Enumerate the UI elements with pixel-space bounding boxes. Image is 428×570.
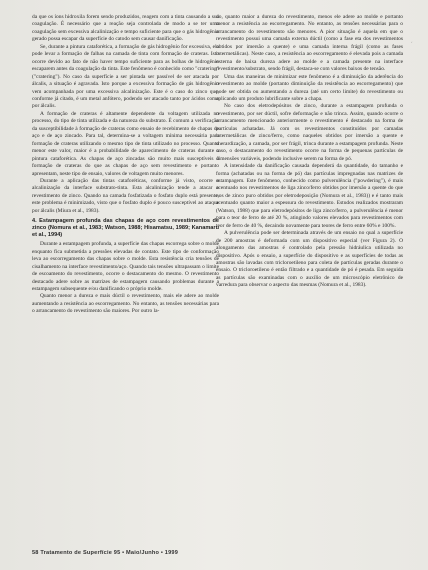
paragraph: Durante a aplicação das tintas cataforéticas, conforme já visto, ocorre a alcalinização da interface substrato-tinta. Esta alcalinização tende a atacar o revestimento de zinco. Quando na camada fosfatizada o fosfato duplo está presente, este problema é minimizado, visto que o fosfato duplo é pouco susceptível ao ataque por álcalis (Miura et al., 1983). (32, 177, 219, 214)
paragraph: A pulverulência pode ser determinada através de um ensaio no qual a superfície de 200 amostras é deformada com um dispositivo especial (ver Figura 2). O alongamento das amostras é controlado pela pressão hidráulica utilizada no dispositivo. Após o ensaio, a superfície do dispositivo e as superfícies de todas as amostras são lavadas com tricloroetileno para coleta de partículas geradas durante o ensaio. O tricloroetileno é então filtrado e a quantidade de pó é pesada. Em seguida as partículas são examinadas com o auxílio de um microscópio eletrônico de varredura para observar o aspecto das mesmas (Nomura et al., 1983). (216, 230, 403, 289)
paragraph: A intensidade da danificação causada dependerá da quantidade, do tamanho e forma (achatadas ou na forma de pó) das partículas impregnadas nas matrizes de estampagem. Este fenômeno, conhecido como pulverulência ("powdering"), é mais acentuado nos revestimentos de liga zinco/ferro obtidos por imersão a quente do que nos de zinco puro obtidos por eletrodeposição (Nomura et al., 1983)) e é tanto mais acentuado quanto maior a espessura do revestimento. Estudos realizados mostraram (Watson, 1988) que para eletrodepósitos de liga zinco/ferro, a pulverulência é menor para o teor de ferro de até 20 %, atingindo valores elevados para revestimentos com teor de ferro de 40 %, decaindo novamente para teores de ferro entre 60% e 100%. (216, 163, 403, 229)
paragraph: do, quanto maior a dureza do revestimento, menos ele adere ao molde e portanto menor a resistência ao escorregamento. No entanto, as tensões necessárias para o arrancamento do revestimento são menores. A pior situação é aquela em que o revestimento possui uma camada externa dúctil (como a fase eta dos revestimentos obtidos por imersão a quente) e uma camada interna frágil (como as fases intermetálicas). Neste caso, a resistência ao escorregamento é elevada pois a camada externa de baixa dureza adere ao molde e a camada presente na interface revestimento/substrato, sendo frágil, destaca-se com valores baixos de tensão. (216, 14, 403, 73)
page-footer: 58 Tratamento de Superfície 95 • Maio/Junho • 1999 (32, 550, 179, 556)
left-column (32, 14, 219, 316)
paragraph: Uma das maneiras de minimizar este fenômeno é a diminuição da aderência do revestimento ao molde (portanto diminuição da resistência ao escorregamento) que pode ser obtida ou aumentando a dureza (até um certo limite) do revestimento ou aplicando um produto lubrificante sobre a chapa. (216, 73, 403, 102)
margin-mark: ʻ (411, 42, 413, 47)
paragraph: Quanto menor a dureza e mais dúctil o revestimento, mais ele adere ao molde aumentando a resistência ao escorregamento. No entanto, as tensões necessárias para o arrancamento do revestimento são maiores. Por outro la- (32, 293, 219, 315)
paragraph: A formação de crateras é altamente dependente da voltagem utilizada no processo, do tipo de tinta utilizada e da natureza do substrato. É comum a verificação da susceptibilidade à formação de crateras como ensaio de recebimento de chapas de aço e de aço zincado. Para tal, determina-se a voltagem mínima necessária para formação de crateras utilizando o mesmo tipo de tinta utilizado no processo. Quanto menor este valor, maior é a probabilidade de aparecimento de crateras durante a pintura cataforética. As chapas de aço zincadas são muito mais susceptíveis à formação de crateras do que as chapas de aço sem revestimento e portanto apresentam, neste tipo de ensaio, valores de voltagem muito menores. (32, 110, 219, 177)
paragraph: Durante a estampagem profunda, a superfície das chapas escorrega sobre o molde enquanto fica submetida a pressões elevadas de contato. Este tipo de conformação leva ao escorregamento das chapas sobre o molde. Esta resistência cria tensões de cisalhamento na interface revestimento/aço. Quando tais tensões ultrapassam o limite de escoamento do revestimento, ocorre o destacamento do mesmo. O revestimento destacado adere sobre as matrizes de estampagem causando problemas durante a estampagem subsequente e/ou danificando o próprio molde. (32, 241, 219, 292)
paragraph: No caso dos eletrodepósitos de zinco, durante a estampagem profunda o revestimento, por ser dúctil, sofre deformação e não trinca. Assim, quando ocorre o arrancamento mencionado anteriormente o revestimento é destacado na forma de partículas achatadas. Já com os revestimentos constituídos por camadas intermetálicas de zinco/ferro, como naqueles obtidos por imersão a quente e sherardização, a camada, por ser frágil, trinca durante a estampagem profunda. Neste caso, o destacamento do revestimento ocorre na forma de pequenas partículas de dimensões variáveis, podendo inclusive serem na forma de pó. (216, 103, 403, 162)
paragraph: Se, durante a pintura cataforética, a formação de gás hidrogênio for excessiva, ela pode levar a formação de falhas na camada de tinta com formação de crateras. Isto ocorre devido ao fato de não haver tempo suficiente para as bolhas de hidrogênio escaparem antes da coagulação da tinta. Este fenômeno é conhecido como "cratering" ("cratering"). No caso da superfície a ser pintada ser passível de ser atacada por álcalis, a situação é agravada. Isto porque a excessiva formação de gás hidrogênio vem acompanhada por uma excessiva alcalinização. Este é o caso do zinco que, conforme já citado, é um metal anfótero, podendo ser atacado tanto por ácidos como por álcalis. (32, 43, 219, 110)
section-heading: 4. Estampagem profunda das chapas de aço com revestimentos de zinco (Nomura et al., 1983; Watson, 1988; Hisamatsu, 1989; Kanamaru et al., 1994) (32, 218, 219, 239)
right-column (216, 14, 403, 290)
paragraph: da que os íons hidroxila forem sendo produzidos, reagem com a tinta causando a sua coagulação. É necessário que a reação seja controlada de modo a se ter uma coagulação sem excessiva alcalinização e tempo suficiente para que o gás hidrogênio gerado possa escapar da superfície do catodo sem causar danificação. (32, 14, 219, 43)
